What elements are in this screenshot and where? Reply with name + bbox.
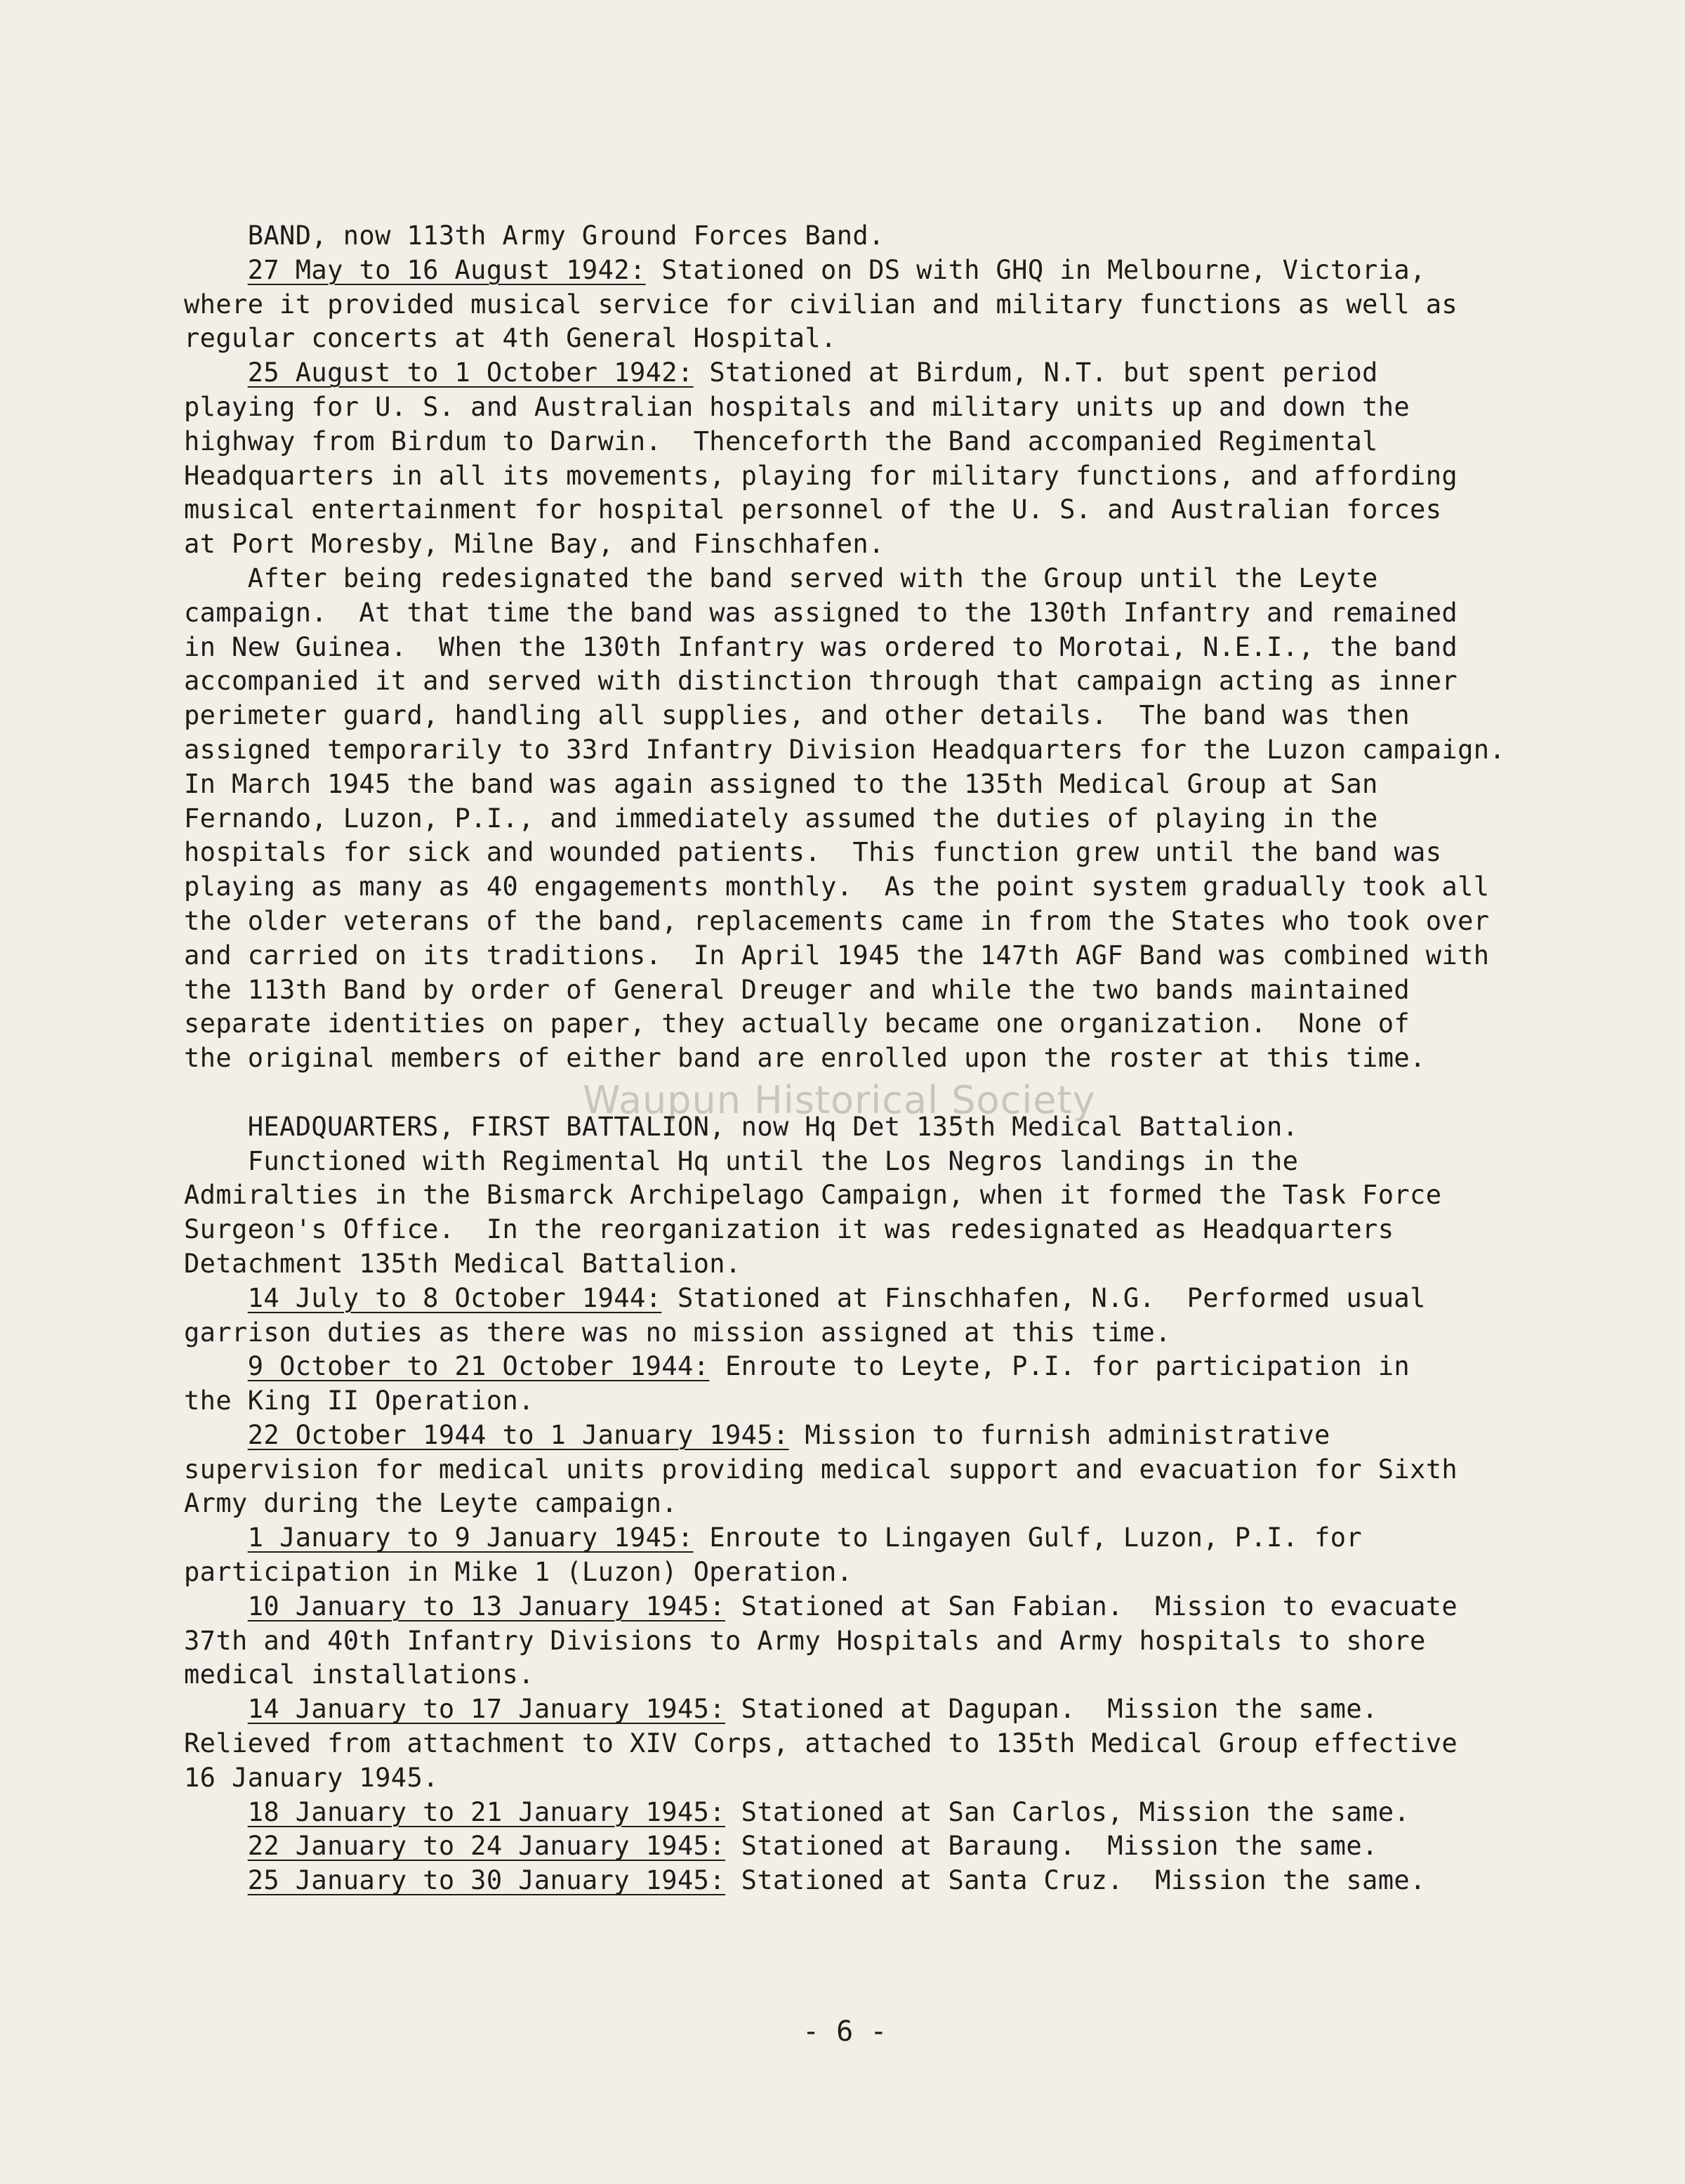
line-text: Fernando, Luzon, P.I., and immediately assumed the duties of playing in the <box>184 803 1378 834</box>
line-text: separate identities on paper, they actually became one organization. None of <box>184 1008 1410 1039</box>
text-line <box>184 219 1595 254</box>
line-text: After being redesignated the band served with the Group until the Leyte <box>184 563 1378 593</box>
line-text: Stationed at Dagupan. Mission the same. <box>725 1694 1378 1725</box>
text-line <box>184 356 1595 390</box>
text-line <box>184 939 1595 973</box>
date-range: 25 January to 30 January 1945: <box>247 1865 725 1896</box>
line-text: accompanied it and served with distinction through that campaign acting as inner <box>184 666 1458 697</box>
text-line <box>184 1521 1595 1555</box>
text-line <box>184 1041 1595 1076</box>
line-text: Relieved from attachment to XIV Corps, attached to 135th Medical Group effective <box>184 1728 1458 1759</box>
line-text <box>184 1865 248 1895</box>
line-text: the older veterans of the band, replacements came in from the States who took over <box>184 905 1490 936</box>
line-text: In March 1945 the band was again assigned to the 135th Medical Group at San <box>184 768 1378 799</box>
line-text: Stationed at Santa Cruz. Mission the same. <box>725 1865 1426 1896</box>
body-text <box>184 219 1595 1898</box>
line-text: 16 January 1945. <box>184 1762 439 1793</box>
line-text: and carried on its traditions. In April 1945 the 147th AGF Band was combined with <box>184 940 1490 971</box>
text-line <box>184 664 1595 699</box>
text-line <box>184 1007 1595 1041</box>
line-text: Army during the Leyte campaign. <box>184 1488 678 1519</box>
text-line <box>184 1384 1595 1419</box>
text-line <box>184 1796 1595 1830</box>
text-line <box>184 1864 1595 1898</box>
line-text: supervision for medical units providing medical support and evacuation for Sixth <box>184 1454 1458 1485</box>
text-line <box>184 596 1595 631</box>
line-text <box>184 1420 248 1450</box>
page-number: - 6 - <box>802 2015 887 2048</box>
watermark: Waupun Historical Society <box>583 1078 1096 1122</box>
line-text: the King II Operation. <box>184 1386 534 1416</box>
text-line <box>184 390 1595 425</box>
text-line <box>184 1076 1595 1110</box>
date-range: 9 October to 21 October 1944: <box>247 1351 710 1382</box>
line-text: garrison duties as there was no mission assigned at this time. <box>184 1317 1171 1348</box>
text-line <box>184 1727 1595 1761</box>
text-line <box>184 973 1595 1008</box>
date-range: 14 July to 8 October 1944: <box>247 1282 662 1313</box>
text-line <box>184 1178 1595 1213</box>
line-text: medical installations. <box>184 1659 534 1690</box>
text-line <box>184 1419 1595 1453</box>
line-text: assigned temporarily to 33rd Infantry Division Headquarters for the Luzon campaign. <box>184 734 1506 765</box>
line-text: highway from Birdum to Darwin. Thenceforth the Band accompanied Regimental <box>184 426 1378 456</box>
text-line <box>184 493 1595 527</box>
line-text <box>184 1797 248 1827</box>
text-line <box>184 562 1595 596</box>
text-line <box>184 1658 1595 1692</box>
text-line <box>184 870 1595 904</box>
date-range: 27 May to 16 August 1942: <box>247 254 646 285</box>
text-line <box>184 631 1595 665</box>
text-line <box>184 1110 1595 1145</box>
text-line <box>184 425 1595 459</box>
date-range: 22 October 1944 to 1 January 1945: <box>247 1419 789 1450</box>
date-range: 14 January to 17 January 1945: <box>247 1694 725 1725</box>
line-text: Admiralties in the Bismarck Archipelago Campaign, when it formed the Task Force <box>184 1180 1442 1211</box>
line-text: playing as many as 40 engagements monthly. As the point system gradually took all <box>184 871 1490 902</box>
text-line <box>184 1829 1595 1864</box>
text-line <box>184 527 1595 562</box>
line-text: Functioned with Regimental Hq until the Los Negros landings in the <box>184 1145 1299 1176</box>
text-line <box>184 288 1595 322</box>
line-text: Stationed at San Fabian. Mission to evacuate <box>725 1591 1458 1621</box>
text-line <box>184 459 1595 494</box>
date-range: 25 August to 1 October 1942: <box>247 357 694 388</box>
line-text: where it provided musical service for civilian and military functions as well as <box>184 289 1458 320</box>
line-text: Stationed at San Carlos, Mission the same. <box>725 1796 1410 1827</box>
line-text: Stationed at Birdum, N.T. but spent period <box>693 357 1378 388</box>
date-range: 1 January to 9 January 1945: <box>247 1522 694 1553</box>
line-text: campaign. At that time the band was assigned to the 130th Infantry and remained <box>184 597 1458 628</box>
text-line <box>184 1247 1595 1282</box>
text-line <box>184 802 1595 836</box>
text-line <box>184 1692 1595 1727</box>
date-range: 22 January to 24 January 1945: <box>247 1831 725 1862</box>
text-line <box>184 1145 1595 1179</box>
text-line <box>184 1624 1595 1659</box>
line-text: regular concerts at 4th General Hospital. <box>184 323 837 354</box>
text-line <box>184 1316 1595 1350</box>
line-text: the original members of either band are enrolled upon the roster at this time. <box>184 1043 1426 1074</box>
line-text: Stationed at Finschhafen, N.G. Performed usual <box>661 1282 1426 1313</box>
text-line <box>184 1282 1595 1316</box>
text-line <box>184 1213 1595 1247</box>
line-text <box>184 1591 248 1621</box>
line-text: HEADQUARTERS, FIRST BATTALION, now Hq Det 135th Medical Battalion. <box>184 1111 1299 1142</box>
text-line <box>184 836 1595 870</box>
text-line <box>184 733 1595 768</box>
line-text: Detachment 135th Medical Battalion. <box>184 1248 741 1279</box>
line-text: playing for U. S. and Australian hospitals and military units up and down the <box>184 391 1410 422</box>
text-line <box>184 1555 1595 1590</box>
line-text: in New Guinea. When the 130th Infantry was ordered to Morotai, N.E.I., the band <box>184 631 1458 662</box>
line-text <box>184 1283 248 1313</box>
line-text <box>184 357 248 388</box>
line-text: musical entertainment for hospital personnel of the U. S. and Australian forces <box>184 494 1442 525</box>
line-text <box>184 1351 248 1381</box>
text-line <box>184 1761 1595 1796</box>
text-line <box>184 1487 1595 1521</box>
text-line <box>184 1453 1595 1487</box>
line-text: BAND, now 113th Army Ground Forces Band. <box>184 221 885 251</box>
line-text <box>184 1694 248 1724</box>
text-line <box>184 1350 1595 1384</box>
line-text: at Port Moresby, Milne Bay, and Finschhafen. <box>184 529 885 560</box>
text-line <box>184 904 1595 939</box>
line-text <box>184 1831 248 1861</box>
line-text <box>184 1522 248 1553</box>
text-line <box>184 699 1595 733</box>
line-text <box>184 255 248 285</box>
text-line <box>184 768 1595 802</box>
line-text: hospitals for sick and wounded patients. This function grew until the band was <box>184 837 1442 868</box>
line-text: Stationed on DS with GHQ in Melbourne, Victoria, <box>645 254 1426 285</box>
text-line <box>184 322 1595 356</box>
line-text: Enroute to Leyte, P.I. for participation in <box>709 1351 1410 1382</box>
line-text: Enroute to Lingayen Gulf, Luzon, P.I. for <box>693 1522 1363 1553</box>
text-line <box>184 1590 1595 1624</box>
line-text: perimeter guard, handling all supplies, and other details. The band was then <box>184 700 1410 731</box>
line-text: the 113th Band by order of General Dreuger and while the two bands maintained <box>184 974 1410 1005</box>
line-text: Headquarters in all its movements, playing for military functions, and affording <box>184 460 1458 491</box>
date-range: 10 January to 13 January 1945: <box>247 1591 725 1621</box>
line-text: 37th and 40th Infantry Divisions to Army Hospitals and Army hospitals to shore <box>184 1625 1426 1656</box>
line-text: Surgeon's Office. In the reorganization it was redesignated as Headquarters <box>184 1214 1394 1245</box>
line-text: Mission to furnish administrative <box>788 1419 1330 1450</box>
line-text: Stationed at Baraung. Mission the same. <box>725 1831 1378 1862</box>
line-text: participation in Mike 1 (Luzon) Operation. <box>184 1557 853 1588</box>
date-range: 18 January to 21 January 1945: <box>247 1796 725 1827</box>
text-line <box>184 254 1595 288</box>
